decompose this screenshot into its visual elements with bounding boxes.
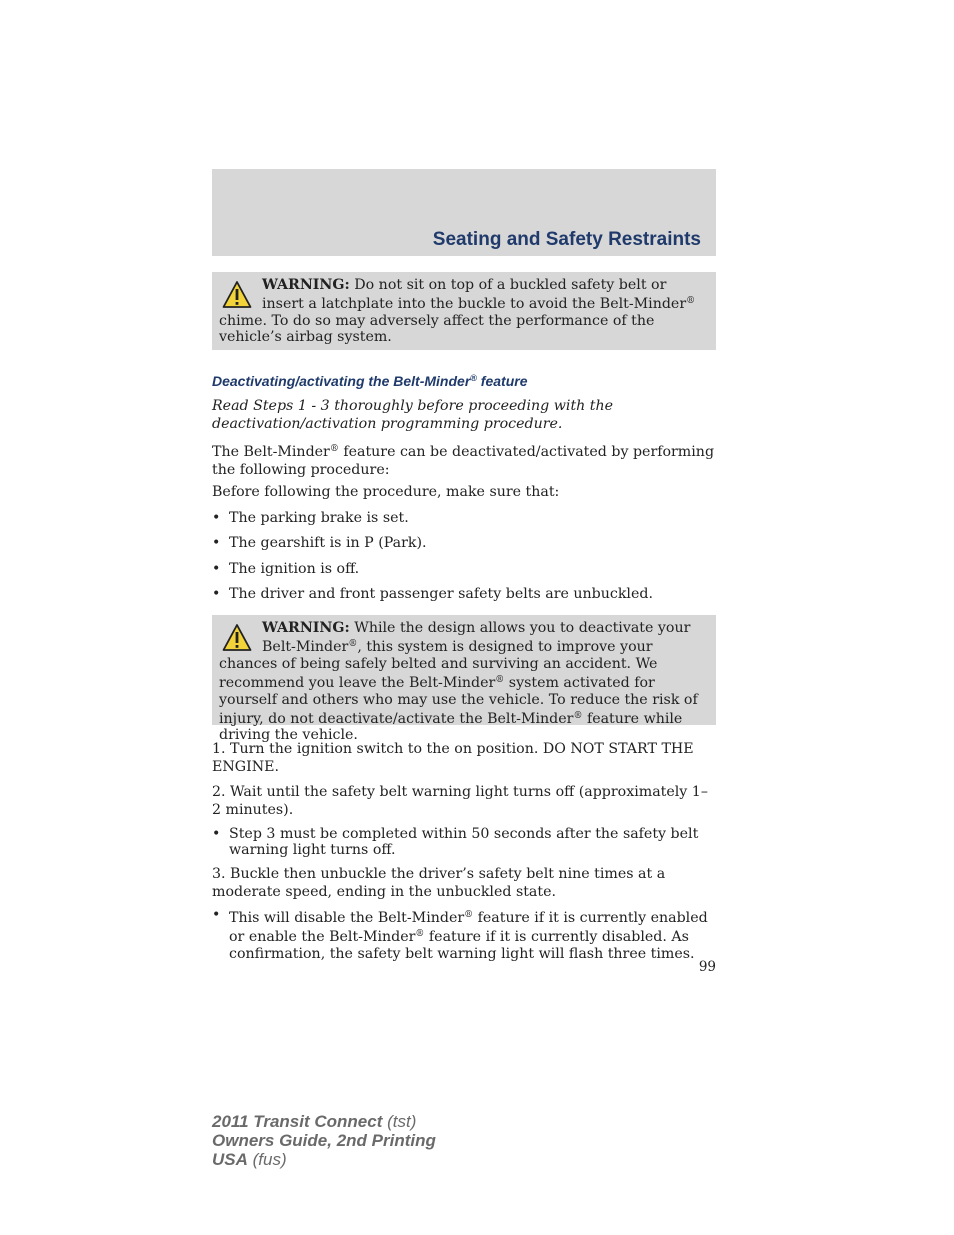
bullet-marker: •: [212, 535, 221, 551]
warning-text: system activated for yourself and others who may use the vehicle. To reduce the risk of injury, do not deactivate/activate the Belt-Minder: [219, 675, 698, 728]
footer-text: USA: [212, 1150, 248, 1169]
list-item-text: [229, 907, 716, 962]
warning-text: chime. To do so may adversely affect the performance of the vehicle’s airbag system.: [219, 312, 655, 346]
intro-paragraph: Read Steps 1 - 3 thoroughly before proceeding with the deactivation/activation programming procedure.: [212, 398, 614, 432]
bullet-marker: •: [212, 907, 221, 923]
list-item: [212, 561, 716, 577]
step-1: 1. Turn the ignition switch to the on position. DO NOT START THE ENGINE.: [212, 741, 694, 775]
footer-text: Owners Guide, 2nd Printing: [212, 1131, 436, 1150]
list-item: [212, 586, 716, 602]
footer-text: (tst): [382, 1112, 417, 1131]
step-2: 2. Wait until the safety belt warning light turns off (approximately 1–2 minutes).: [212, 784, 708, 818]
warning-label: WARNING:: [262, 277, 350, 293]
list-item-text: The parking brake is set.: [229, 510, 409, 526]
list-item-text-part: This will disable the Belt-Minder: [229, 910, 465, 926]
footer-line-3: [212, 1150, 436, 1169]
registered-mark: ®: [415, 929, 425, 940]
warning-triangle-icon: [222, 280, 252, 310]
list-item-text: The driver and front passenger safety belts are unbuckled.: [229, 586, 653, 602]
list-item-text: The gearshift is in P (Park).: [229, 535, 427, 551]
subsection-heading: [212, 373, 528, 389]
paragraph-text: The Belt-Minder: [212, 444, 330, 460]
list-item: [212, 535, 716, 551]
warning-box-1: [212, 272, 716, 350]
prerequisite-paragraph: Before following the procedure, make sure that:: [212, 484, 560, 500]
warning-text: , this system is designed to improve your chances of being safely belted and surviving an accident. We recommend you leave the Belt-Minder: [219, 639, 658, 692]
warning-label: WARNING:: [262, 620, 350, 636]
warning-box-2: [212, 615, 716, 744]
list-item-text-part: feature if it is currently enabled or enable the Belt-Minder: [229, 910, 708, 946]
section-title: Seating and Safety Restraints: [432, 229, 701, 250]
footer-line-2: [212, 1131, 436, 1150]
warning-text: Do not sit on top of a buckled safety belt or insert a latchplate into the buckle to avoid the Belt-Minder: [262, 277, 687, 313]
list-item-text-part: feature if it is currently disabled. As confirmation, the safety belt warning light will flash three times.: [229, 929, 695, 962]
document-footer: [212, 1112, 436, 1169]
list-item: [212, 510, 716, 526]
registered-mark: ®: [686, 296, 696, 307]
section-header-band: [212, 169, 716, 256]
registered-mark: ®: [495, 675, 505, 686]
bullet-marker: •: [212, 561, 221, 577]
registered-mark: ®: [348, 639, 358, 650]
bullet-marker: •: [212, 586, 221, 602]
warning-triangle-icon: [222, 623, 252, 653]
step-3: 3. Buckle then unbuckle the driver’s safety belt nine times at a moderate speed, ending in the unbuckled state.: [212, 866, 666, 900]
warning-text: While the design allows you to deactivate your Belt-Minder: [262, 620, 691, 656]
list-item: [212, 826, 716, 859]
footer-line-1: [212, 1112, 436, 1131]
page-number: 99: [698, 959, 716, 975]
registered-mark: ®: [573, 711, 583, 722]
list-item-text: Step 3 must be completed within 50 seconds after the safety belt warning light turns off.: [229, 826, 699, 859]
bullet-marker: •: [212, 510, 221, 526]
list-item-text: The ignition is off.: [229, 561, 360, 577]
footer-text: 2011 Transit Connect: [212, 1112, 383, 1131]
heading-text: Deactivating/activating the Belt-Minder: [212, 373, 471, 389]
registered-mark: ®: [470, 373, 477, 383]
warning-text: feature while driving the vehicle.: [219, 711, 683, 744]
procedure-paragraph: [212, 441, 716, 479]
registered-mark: ®: [464, 910, 474, 920]
footer-text: (fus): [247, 1150, 287, 1169]
paragraph-text: feature can be deactivated/activated by performing the following procedure:: [212, 444, 715, 478]
heading-text: feature: [476, 373, 528, 389]
bullet-marker: •: [212, 826, 221, 842]
registered-mark: ®: [329, 444, 339, 454]
list-item: [212, 907, 716, 962]
